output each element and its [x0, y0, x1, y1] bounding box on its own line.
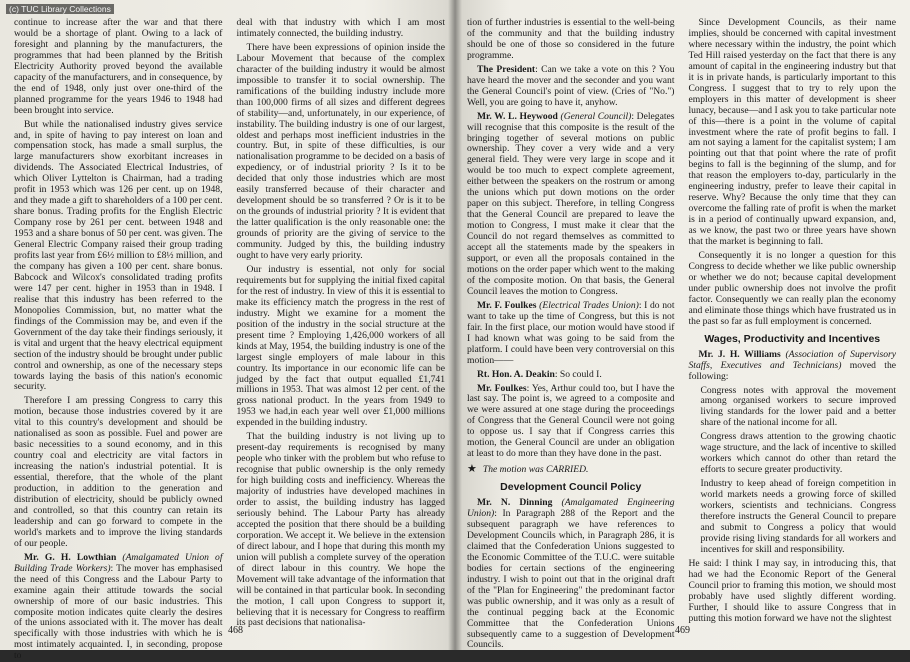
speech-paragraph [689, 350, 897, 383]
speaker-name: The President [477, 63, 536, 75]
speaker-name: Rt. Hon. A. Deakin [477, 368, 555, 380]
star-icon: ★ [467, 463, 477, 476]
speaker-affiliation: (Amalgamated Engineering Union) [467, 497, 675, 520]
left-page-column-2 [236, 17, 446, 629]
watermark: (c) TUC Library Collections [6, 4, 114, 14]
section-heading: Development Council Policy [500, 481, 642, 494]
body-paragraph: continue to increase after the war and that there would be a shortage of plant. Owing to a lack of foresight and planning by the manufacturers, the programmes that had been planned by the British Electricity Authority proved beyond the available capacity of the manufacturers, and in consequence, by the end of 1948, only just over one-third of the planned programme for the years 1946 to 1948 had been brought into service. [14, 17, 223, 116]
body-paragraph: deal with that industry with which I am most intimately connected, the building industry. [236, 17, 445, 39]
body-paragraph: He said: I think I may say, in introducing this, that had we had the Economic Report of the General Council prior to framing this motion, we should most probably have used slightly different wording. Further, I should like to assure Congress that in putting this motion forward we have not the slightest [688, 557, 896, 624]
body-paragraph: That the building industry is not living up to present-day requirements is recognised by many people who tinker with the problem but who refuse to recognise that public ownership is the only remedy for high building costs and inefficiency. Whereas the majority of industries have developed machines in order to assist, the building industry has lagged seriously behind. The Labour Party has already accepted the position that there should be a building corporation. We accept it. We believe in the extension of direct labour, and I hope that during this month my union will publish a complete survey of the operation of direct labour in this country. We hope the Movement will take advantage of the information that will be contained in that particular book. In seconding the motion, I call upon Congress to support it, believing that it is necessary for Congress to reaffirm its past decisions that nationalisa- [236, 431, 445, 629]
motion-result-text: The motion was CARRIED. [482, 464, 589, 476]
speech-text: : Yes, Arthur could too, but I have the last say. The point is, we agreed to a composite and we were assured at one stage during the proceedings of Congress that the General Council were not going to oppose us. I say that if Congress carries this motion, the General Council are under an obligation at least to do more than they have done in the past. [467, 382, 675, 460]
speech-paragraph [467, 112, 675, 298]
speaker-name: Mr. F. Foulkes [477, 299, 537, 311]
section-heading: Wages, Productivity and Incentives [704, 332, 881, 345]
book-gutter-shadow [448, 0, 462, 650]
right-page-column-1 [467, 17, 675, 651]
speech-text: : Can we take a vote on this ? You have heard the mover and the seconder and you want the General Council's point of view. (Cries of "No.") Well, you are going to have it, anyhow. [467, 63, 675, 108]
right-page [455, 0, 910, 650]
speech-text: : In Paragraph 288 of the Report and the subsequent paragraph we have references to Development Councils which, in Paragraph 286, it is claimed that the Confederation Unions suggested to the Economic Committee of the T.U.C. were suitable bodies for certain sections of the engineering industry. I wish to point out that in the original draft of the "Plan for Engineering" the predominant factor was public ownership, and it was only as a result of the continual pegging back at the Economic Committee that the Confederation Unions subsequently came to a suggestion of Development Councils. [467, 508, 675, 651]
speech-paragraph [467, 498, 675, 651]
speech-paragraph [14, 553, 223, 662]
motion-result [467, 464, 675, 476]
body-paragraph: Since Development Councils, as their name implies, should be concerned with capital investment where necessary within the industry, the point which Ted Hill raised yesterday on the fact that there is any amount of capital in the engineering industry but that it is in private hands, is particularly important to this Congress. I suggest that to try to rely upon the employers in this matter of development is sheer lunacy, because—and I ask you to take particular note of this—there is a point in the volume of capital investment where the rate of profit begins to fall. I am not saying a lament for the capitalist system; I am pointing out that that point where the rate of profit begins to fall is the beginning of the slump, and for that reason the employers to-day, particularly in the engineering industry, prefer to leave their capital in reserve. Why? Because the only time that they can overcome the falling rate of profit is when the market is in a period of continually upward expansion, and, as we know, the past two or three years have shown that the market is beginning to fall. [688, 17, 896, 248]
motion-text: Industry to keep ahead of foreign competition in world markets needs a growing force of skilled workers, scientists and technicians. Congress therefore instructs the General Council to prepare and submit to Congress a policy that would provide rising living standards for all workers and incentives for skill and responsibility. [700, 478, 896, 555]
speaker-affiliation: (Association of Supervisory Staffs, Executives and Technicians) [688, 348, 896, 371]
left-page-column-1 [14, 17, 223, 662]
page-number-right: 469 [675, 625, 690, 636]
speaker-affiliation: (Electrical Trades Union) [539, 299, 639, 311]
speech-text: : Delegates will recognise that this composite is the result of the bringing together of several motions on public ownership. They cover a very wide and a very general field. They were very large in scope and it would be too much to expect complete agreement, either between the speakers on the rostrum or among the unions which put down motions on the order paper on this subject. Therefore, in telling Congress that the General Council are prepared to leave the motion to Congress, I must make it clear that the Council do not regard themselves as committed to accept all the statements made by the speakers in support, or even all the proposals contained in the motions on the order paper which went to the making of the composite motion. On that basis, the General Council leaves the motion to Congress. [467, 110, 675, 297]
right-page-column-2 [688, 17, 897, 624]
speech-paragraph [467, 370, 675, 381]
body-paragraph: Therefore I am pressing Congress to carry this motion, because those industries covered by it are vital to this country's development and should be nationalised as soon as possible. Fuel and power are basic necessities to a sound economy, and in this country coal and electricity are vital factors in increasing the nation's industrial potential. It is essential, therefore, that the whole of the plant production, in addition to the generation and distribution of electricity, should be publicly owned and controlled, so that this country can retain its leadership and can go forward to compete in the world's markets and to improve the living standards of our people. [14, 395, 223, 549]
motion-text: Congress notes with approval the movement among organised workers to secure improved living standards for the lower paid and a better share of the national income for all. [700, 384, 896, 429]
speech-text: : The mover has emphasised the need of this Congress and the Labour Party to examine again their attitude towards the social ownership of more of our basic industries. This composite motion indicates quite clearly the desires of the unions associated with it. The mover has dealt specifically with those industries with which he is most intimately acquainted. I, in seconding, propose to [14, 562, 223, 662]
speaker-name: Mr. N. Dinning [477, 497, 553, 509]
body-paragraph: tion of further industries is essential to the well-being of the community and that the building industry should be one of those so considered in the future programme. [467, 17, 675, 61]
speech-paragraph [467, 301, 675, 367]
speaker-affiliation: (Amalgamated Union of Building Trade Workers) [14, 551, 223, 574]
body-paragraph: Our industry is essential, not only for social requirements but for supplying the initial fixed capital for the rest of industry. In view of this it is essential to make its efficiency match the progress in the rest of industry. Might we examine for a moment the position of the industry in the social structure at the present time ? Employing 1,426,000 workers of all kinds at May, 1954, the building industry is one of the largest single employers of male labour in this country. Its importance in our economic life can be judged by the fact that output equalled £1,741 millions in 1953. That was almost 12 per cent. of the gross national product. In the years from 1949 to 1953 we had,in each year well over £1,000 millions expended in the building industry. [236, 263, 445, 429]
speaker-name: Mr. J. H. Williams [698, 348, 781, 360]
speech-text: moved the following: [688, 359, 896, 382]
body-paragraph: But while the nationalised industry gives service and, in spite of having to pay interest on loan and compensation stock, has made a small surplus, the large manufacturers show exorbitant increases in dividends. The Associated Electrical Industries, of which Oliver Lyttelton is Chairman, had a trading profit in 1953 which was 126 per cent. up on 1948, and they made a gift to shareholders of a 100 per cent. share bonus. Trading profits for the English Electric Company rose by 261 per cent. between 1948 and 1953 and a share bonus of 50 per cent. was given. The General Electric Company raised their group trading profits last year from £6½ million to £8½ million, and the company has given a 100 per cent. share bonus. Babcock and Wilcox's consolidated trading profits were 147 per cent. higher in 1953 than in 1948. I realise that this industry has been referred to the Monopolies Commission, but, no matter what the findings of the Commission may be, and even if the Government of the day take their findings seriously, it is vital and urgent that the heavy electrical equipment section of the industry should be brought under public control and ownership, as one of the necessary steps towards laying the basis of this nation's economic security. [14, 118, 223, 393]
motion-text: Congress draws attention to the growing chaotic wage structure, and the lack of incentive to skilled workers which cannot do other than retard the efforts to secure greater productivity. [700, 431, 896, 476]
body-paragraph: Consequently it is no longer a question for this Congress to decide whether we like public ownership or whether we do not; because capital development under public ownership does not involve the profit factor. Consequently we can really plan the economy and eliminate those things which have frustrated us in the past so far as full employment is concerned. [688, 250, 896, 327]
page-number-left: 468 [228, 625, 243, 636]
speaker-name: Mr. Foulkes [477, 382, 527, 394]
speaker-name: Mr. G. H. Lowthian [24, 551, 117, 563]
speaker-name: Mr. W. L. Heywood [477, 110, 558, 122]
speech-paragraph [467, 384, 675, 461]
speaker-affiliation: (General Council) [560, 110, 632, 122]
speech-text: : I do not want to take up the time of Congress, but this is not fair. In the first place, our motion would have stood if I had known what was going to be said from the platform. I could have been very controversial on this motion—— [467, 299, 675, 366]
speech-paragraph [467, 65, 675, 109]
speech-text: : So could I. [554, 368, 602, 380]
body-paragraph: There have been expressions of opinion inside the Labour Movement that because of the complex character of the building industry it would be almost impossible to transfer it to social ownership. The ramifications of the building industry include more than 100,000 firms of all sizes and different degrees of stability—and, unfortunately, in our experience, of instability. The building industry is one of our largest, oldest and perhaps most inefficient industries in the country. But, in spite of these difficulties, is our nationalisation programme to be decided on a basis of expediency, or of industrial priority ? Is it to be decided that only those industries which are most easily transferred because of their character and development should be so transferred ? Or is it to be on the grounds of industrial priority ? It is evident that the latter qualification is the only reasonable one: the grounds of priority are the giving of service to the community. Judged by this, the building industry ought to have very early priority. [236, 41, 445, 262]
